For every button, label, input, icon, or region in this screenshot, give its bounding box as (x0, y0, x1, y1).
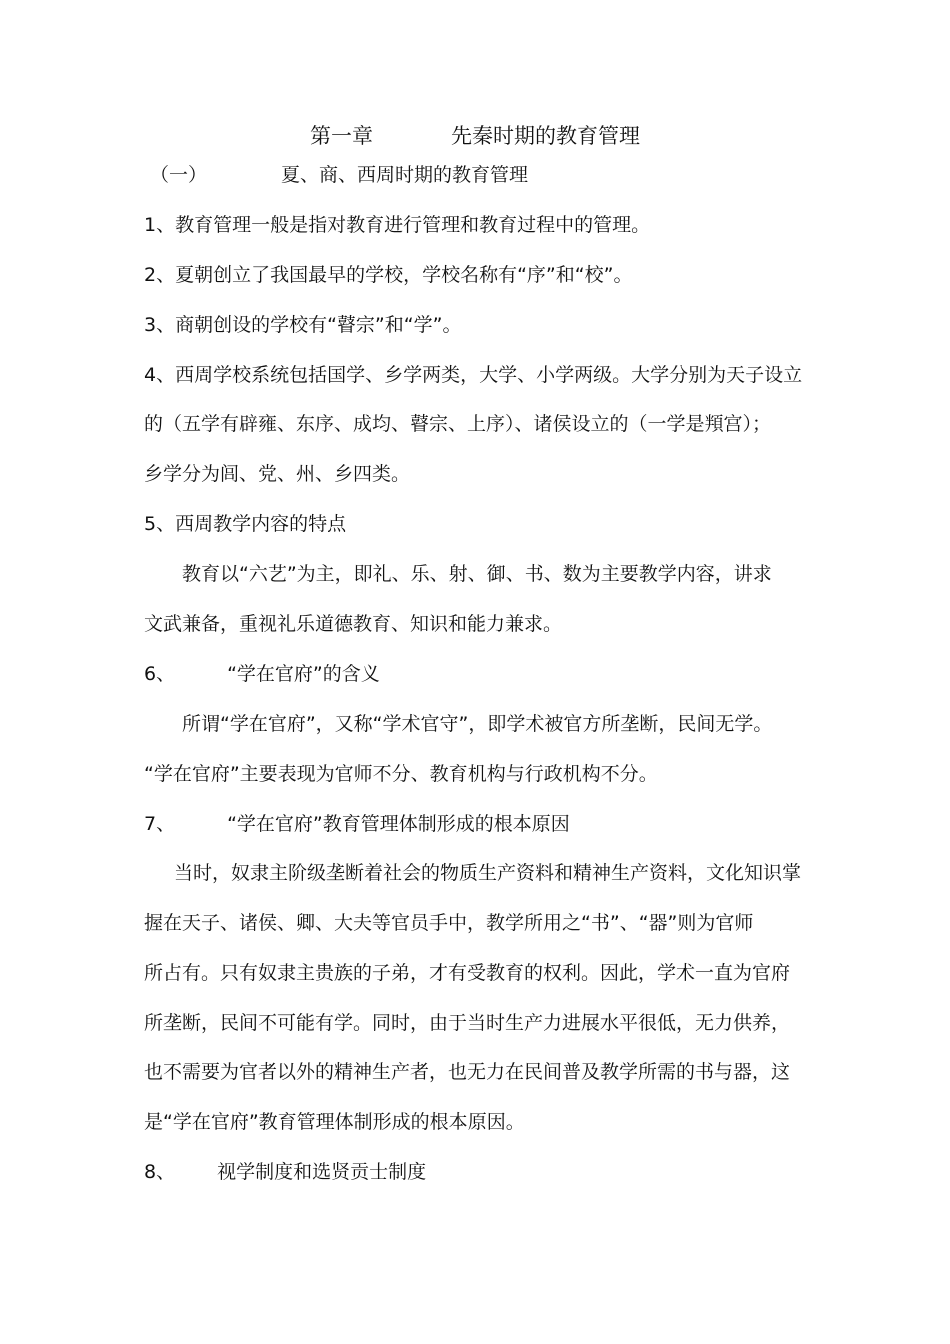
item-6-heading (144, 661, 380, 687)
item-8-title: 视学制度和选贤贡士制度 (217, 1161, 427, 1183)
item-7-paragraph-line-2: 握在天子、诸侯、卿、大夫等官员手中，教学所用之“书”、“器”则为官师 (144, 912, 754, 934)
item-7-paragraph-line-4: 所垄断，民间不可能有学。同时，由于当时生产力进展水平很低，无力供养， (144, 1012, 791, 1034)
chapter-label: 第一章 (310, 124, 373, 148)
item-7-title: “学在官府”教育管理体制形成的根本原因 (227, 813, 570, 835)
section-number: （一） (150, 164, 208, 186)
chapter-title: 先秦时期的教育管理 (451, 124, 640, 148)
item-5-paragraph-line-2: 文武兼备，重视礼乐道德教育、知识和能力兼求。 (144, 613, 563, 635)
section-heading (150, 162, 528, 188)
item-4-line-1: 4、西周学校系统包括国学、乡学两类，大学、小学两级。大学分别为天子设立 (144, 364, 803, 386)
item-6-paragraph-line-2: “学在官府”主要表现为官师不分、教育机构与行政机构不分。 (144, 763, 658, 785)
item-8-heading (144, 1159, 426, 1185)
item-5-heading: 5、西周教学内容的特点 (144, 513, 347, 535)
item-6-title: “学在官府”的含义 (227, 663, 380, 685)
item-4-line-3: 乡学分为闾、党、州、乡四类。 (144, 463, 411, 485)
section-title: 夏、商、西周时期的教育管理 (281, 164, 529, 186)
item-7-heading (144, 811, 570, 837)
item-3: 3、商朝创设的学校有“瞽宗”和“学”。 (144, 314, 462, 336)
item-6-paragraph-line-1: 所谓“学在官府”，又称“学术官守”，即学术被官方所垄断，民间无学。 (182, 713, 773, 735)
item-6-number: 6、 (144, 663, 176, 685)
item-7-paragraph-line-1: 当时，奴隶主阶级垄断着社会的物质生产资料和精神生产资料，文化知识掌 (174, 862, 802, 884)
item-4-line-2: 的（五学有辟雍、东序、成均、瞽宗、上序）、诸侯设立的（一学是頖宫）； (144, 413, 772, 435)
item-5-paragraph-line-1: 教育以“六艺”为主，即礼、乐、射、御、书、数为主要教学内容，讲求 (182, 563, 772, 585)
item-2: 2、夏朝创立了我国最早的学校，学校名称有“序”和“校”。 (144, 264, 633, 286)
item-7-number: 7、 (144, 813, 176, 835)
item-7-paragraph-line-6: 是“学在官府”教育管理体制形成的根本原因。 (144, 1111, 525, 1133)
item-1: 1、教育管理一般是指对教育进行管理和教育过程中的管理。 (144, 214, 651, 236)
item-7-paragraph-line-3: 所占有。只有奴隶主贵族的子弟，才有受教育的权利。因此，学术一直为官府 (144, 962, 791, 984)
chapter-heading (0, 122, 950, 150)
item-8-number: 8、 (144, 1161, 176, 1183)
item-7-paragraph-line-5: 也不需要为官者以外的精神生产者，也无力在民间普及教学所需的书与器，这 (144, 1061, 791, 1083)
